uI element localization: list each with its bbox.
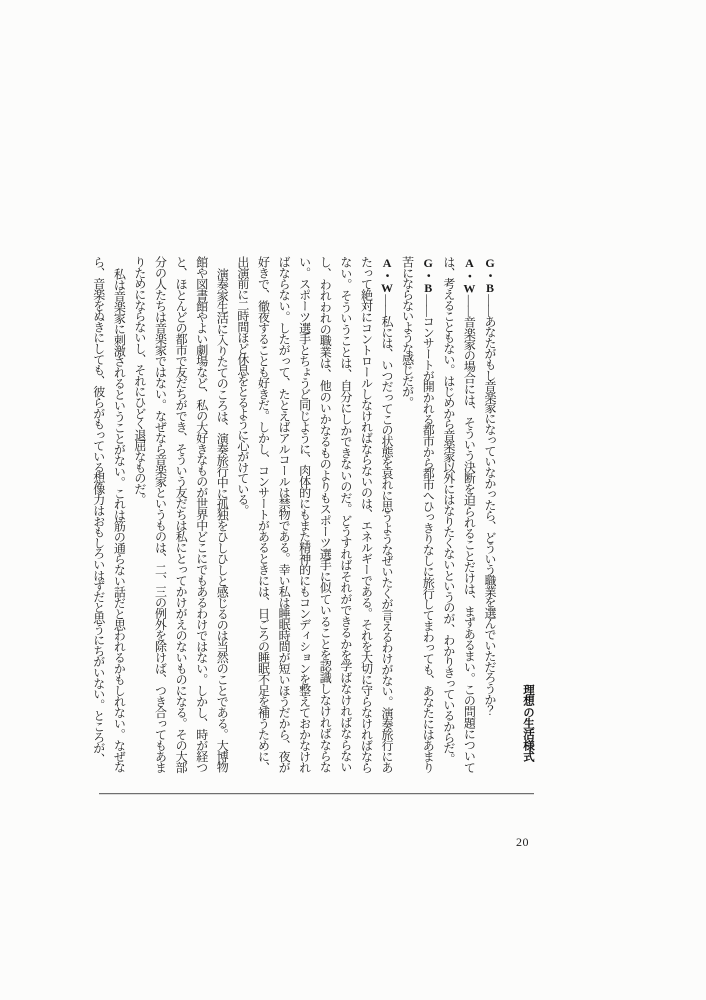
paragraph-text: 私には、いつだってこの状態を哀れに思うようなぜいたくが言えるわけがない。演奏旅行にあたって絶対にコントロールしなければならないのは、エネルギーである。それを大切に守らなければならない。そういうことは、自分にしかできないのだ。どうすればそれができるかを学ばなければならないし、われわれの職業は、他のいかなるものよりもスポーツ選手に似ていることを認識しなければならない。スポーツ選手とちょうど同じように、肉体的にもまた精神的にもコンディションを整えておかなければならない。したがって、たとえばアルコールは禁物である。幸い私は睡眠時間が短いほうだから、夜が好きで、徹夜することも好きだ。しかし、コンサートがあるときには、日ごろの睡眠不足を補うために、出演前に二時間ほど休息をとるように心がけている。 bbox=[235, 256, 395, 773]
speaker-initials: A・W bbox=[380, 256, 395, 295]
running-header-title: 理想の生活様式 bbox=[522, 684, 534, 762]
dialogue-paragraph bbox=[438, 256, 479, 772]
speaker-initials: A・W bbox=[462, 256, 477, 295]
dialogue-paragraph bbox=[479, 256, 500, 772]
paragraph-text: 演奏家生活に入りたてのころは、演奏旅行中に孤独をひしひしと感じるのは当然のことである。大博物館や図書館やよい劇場など、私の大好きなものが世界中どこにでもあるわけではない。しかし、時が経つと、ほとんどの都市で友だちができ、そういう友だちは私にとってかけがえのないものになる。その大部分の人たちは音楽家ではない。なぜなら音楽家というものは、二、三の例外を除けば、つき合ってもあまりためにならないし、それにひどく退屈なものだ。 bbox=[132, 256, 230, 772]
speaker-dash: ―― bbox=[380, 294, 395, 316]
paragraph-text: 音楽家の場合には、そういう決断を迫られることだけは、まずあるまい。この問題については、考えることもない。はじめから音楽家以外にはなりたくないというのが、わかりきっているからだ。 bbox=[441, 256, 477, 772]
speaker-initials: G・B bbox=[483, 256, 497, 295]
dialogue-paragraph bbox=[397, 256, 438, 772]
speaker-dash: ―― bbox=[462, 294, 477, 316]
speaker-dash: ―― bbox=[421, 294, 436, 316]
page-number: 20 bbox=[516, 835, 529, 849]
dialogue-paragraph bbox=[232, 256, 397, 772]
speaker-initials: G・B bbox=[421, 256, 436, 295]
narrative-paragraph bbox=[129, 256, 232, 772]
narrative-paragraph bbox=[88, 256, 129, 772]
paragraph-text: コンサートが開かれる都市から都市へひっきりなしに旅行してまわっても、あなたにはあまり苦にならないような感じだが。 bbox=[400, 256, 436, 773]
footer-rule bbox=[99, 793, 534, 794]
body-text bbox=[88, 256, 500, 772]
speaker-dash: ―― bbox=[483, 294, 497, 316]
paragraph-text: 私は音楽家に刺激されるということがない。これは筋の通らない話だと思われるかもしれない。なぜなら、音楽をぬきにしても、彼らがもっている想像力はおもしろいはずだと思うにちがいない。ところが、 bbox=[91, 256, 127, 772]
paragraph-text: あなたがもし音楽家になっていなかったら、どういう職業を選んでいただろうか？ bbox=[483, 315, 497, 715]
